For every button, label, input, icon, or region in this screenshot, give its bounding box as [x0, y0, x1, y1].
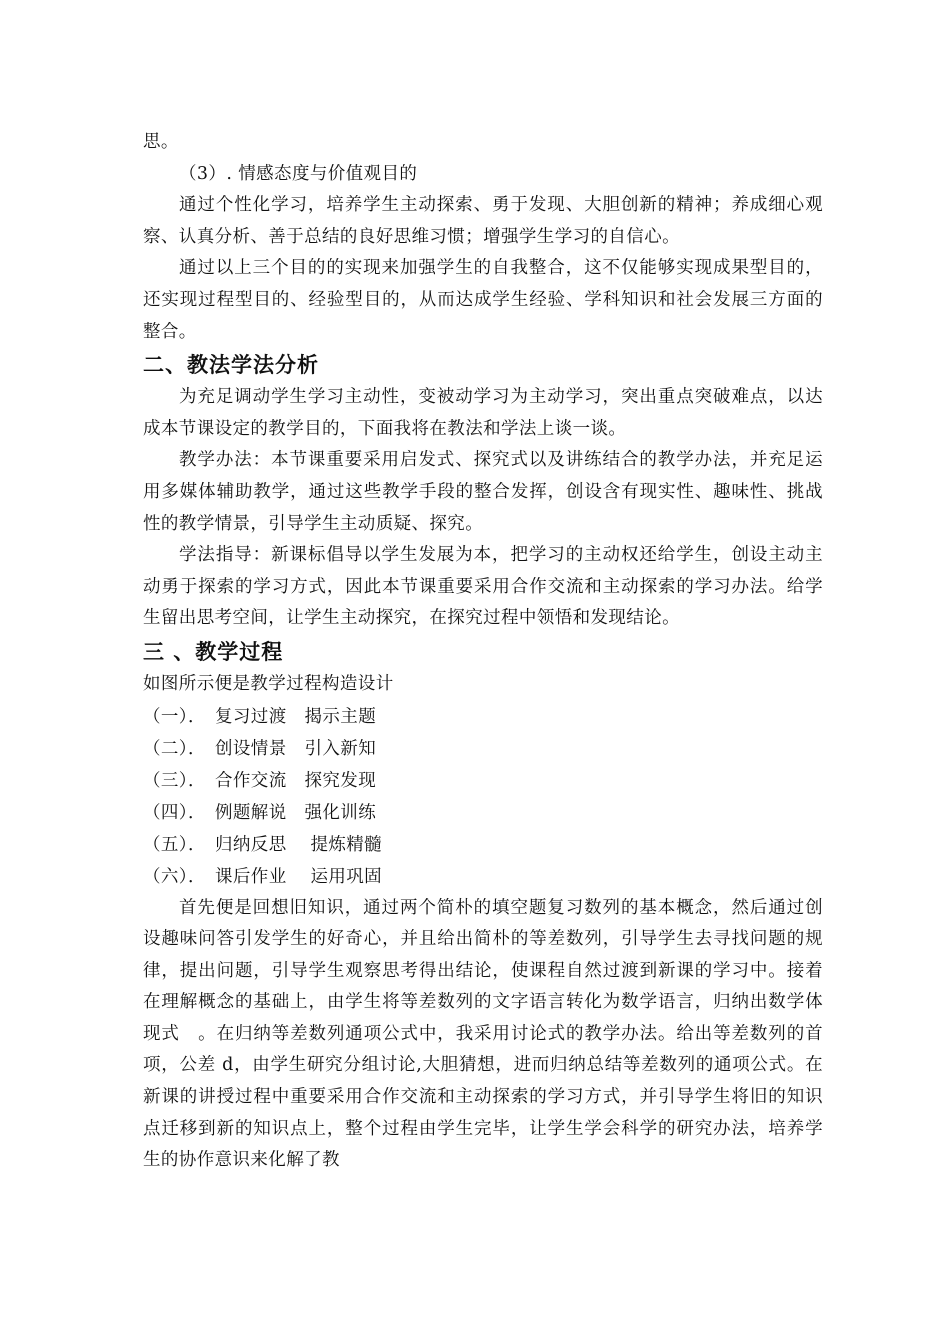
list-item: （六）． 课后作业 运用巩固: [143, 866, 383, 887]
paragraph-emotion-goals: 通过个性化学习，培养学生主动探索、勇于发现、大胆创新的精神；养成细心观察、认真分析、善于总结的良好思维习惯；增强学生学习的自信心。: [143, 195, 823, 247]
list-item: （二）． 创设情景 引入新知: [143, 738, 377, 759]
paragraph-process-detail: 首先便是回想旧知识，通过两个简朴的填空题复习数列的基本概念，然后通过创设趣味问答引发学生的好奇心，并且给出简朴的等差数列，引导学生去寻找问题的规律，提出问题，引导学生观察思考得出结论，使课程自然过渡到新课的学习中。接着在理解概念的基础上，由学生将等差数列的文字语言转化为数学语言，归纳出数学体现式 。在归纳等差数列通项公式中，我采用讨论式的教学办法。给出等差数列的首项，公差 d，由学生研究分组讨论,大胆猜想，进而归纳总结等差数列的通项公式。在新课的讲授过程中重要采用合作交流和主动探索的学习方式，并引导学生将旧的知识点迁移到新的知识点上，整个过程由学生完毕，让学生学会科学的研究办法，培养学生的协作意识来化解了教: [143, 897, 823, 1171]
paragraph-process-intro: 如图所示便是教学过程构造设计: [143, 673, 394, 694]
process-step-list: [143, 701, 823, 893]
paragraph-learning-method: 学法指导：新课标倡导以学生发展为本，把学习的主动权还给学生，创设主动主动勇于探索的学习方式，因此本节课重要采用合作交流和主动探索的学习办法。给学生留出思考空间，让学生主动探究，在探究过程中领悟和发现结论。: [143, 545, 823, 629]
paragraph-integration: 通过以上三个目的的实现来加强学生的自我整合，这不仅能够实现成果型目的，还实现过程型目的、经验型目的，从而达成学生经验、学科知识和社会发展三方面的整合。: [143, 258, 823, 342]
section-heading-process: 三 、教学过程: [143, 639, 284, 664]
document-page: [143, 127, 823, 1177]
paragraph-methods-intro: 为充足调动学生学习主动性，变被动学习为主动学习，突出重点突破难点，以达成本节课设定的教学目的，下面我将在教法和学法上谈一谈。: [143, 387, 823, 439]
subsection-title-emotion: （3）. 情感态度与价值观目的: [179, 163, 418, 184]
section-heading-methods: 二、教法学法分析: [143, 353, 319, 378]
list-item: （四）． 例题解说 强化训练: [143, 802, 377, 823]
list-item: （三）． 合作交流 探究发现: [143, 770, 377, 791]
paragraph-continuation: 思。: [143, 132, 179, 152]
list-item: （五）． 归纳反思 提炼精髓: [143, 834, 383, 855]
paragraph-teaching-method: 教学办法：本节课重要采用启发式、探究式以及讲练结合的教学办法，并充足运用多媒体辅助教学，通过这些教学手段的整合发挥，创设含有现实性、趣味性、挑战性的教学情景，引导学生主动质疑、探究。: [143, 450, 823, 534]
list-item: （一）． 复习过渡 揭示主题: [143, 706, 377, 727]
